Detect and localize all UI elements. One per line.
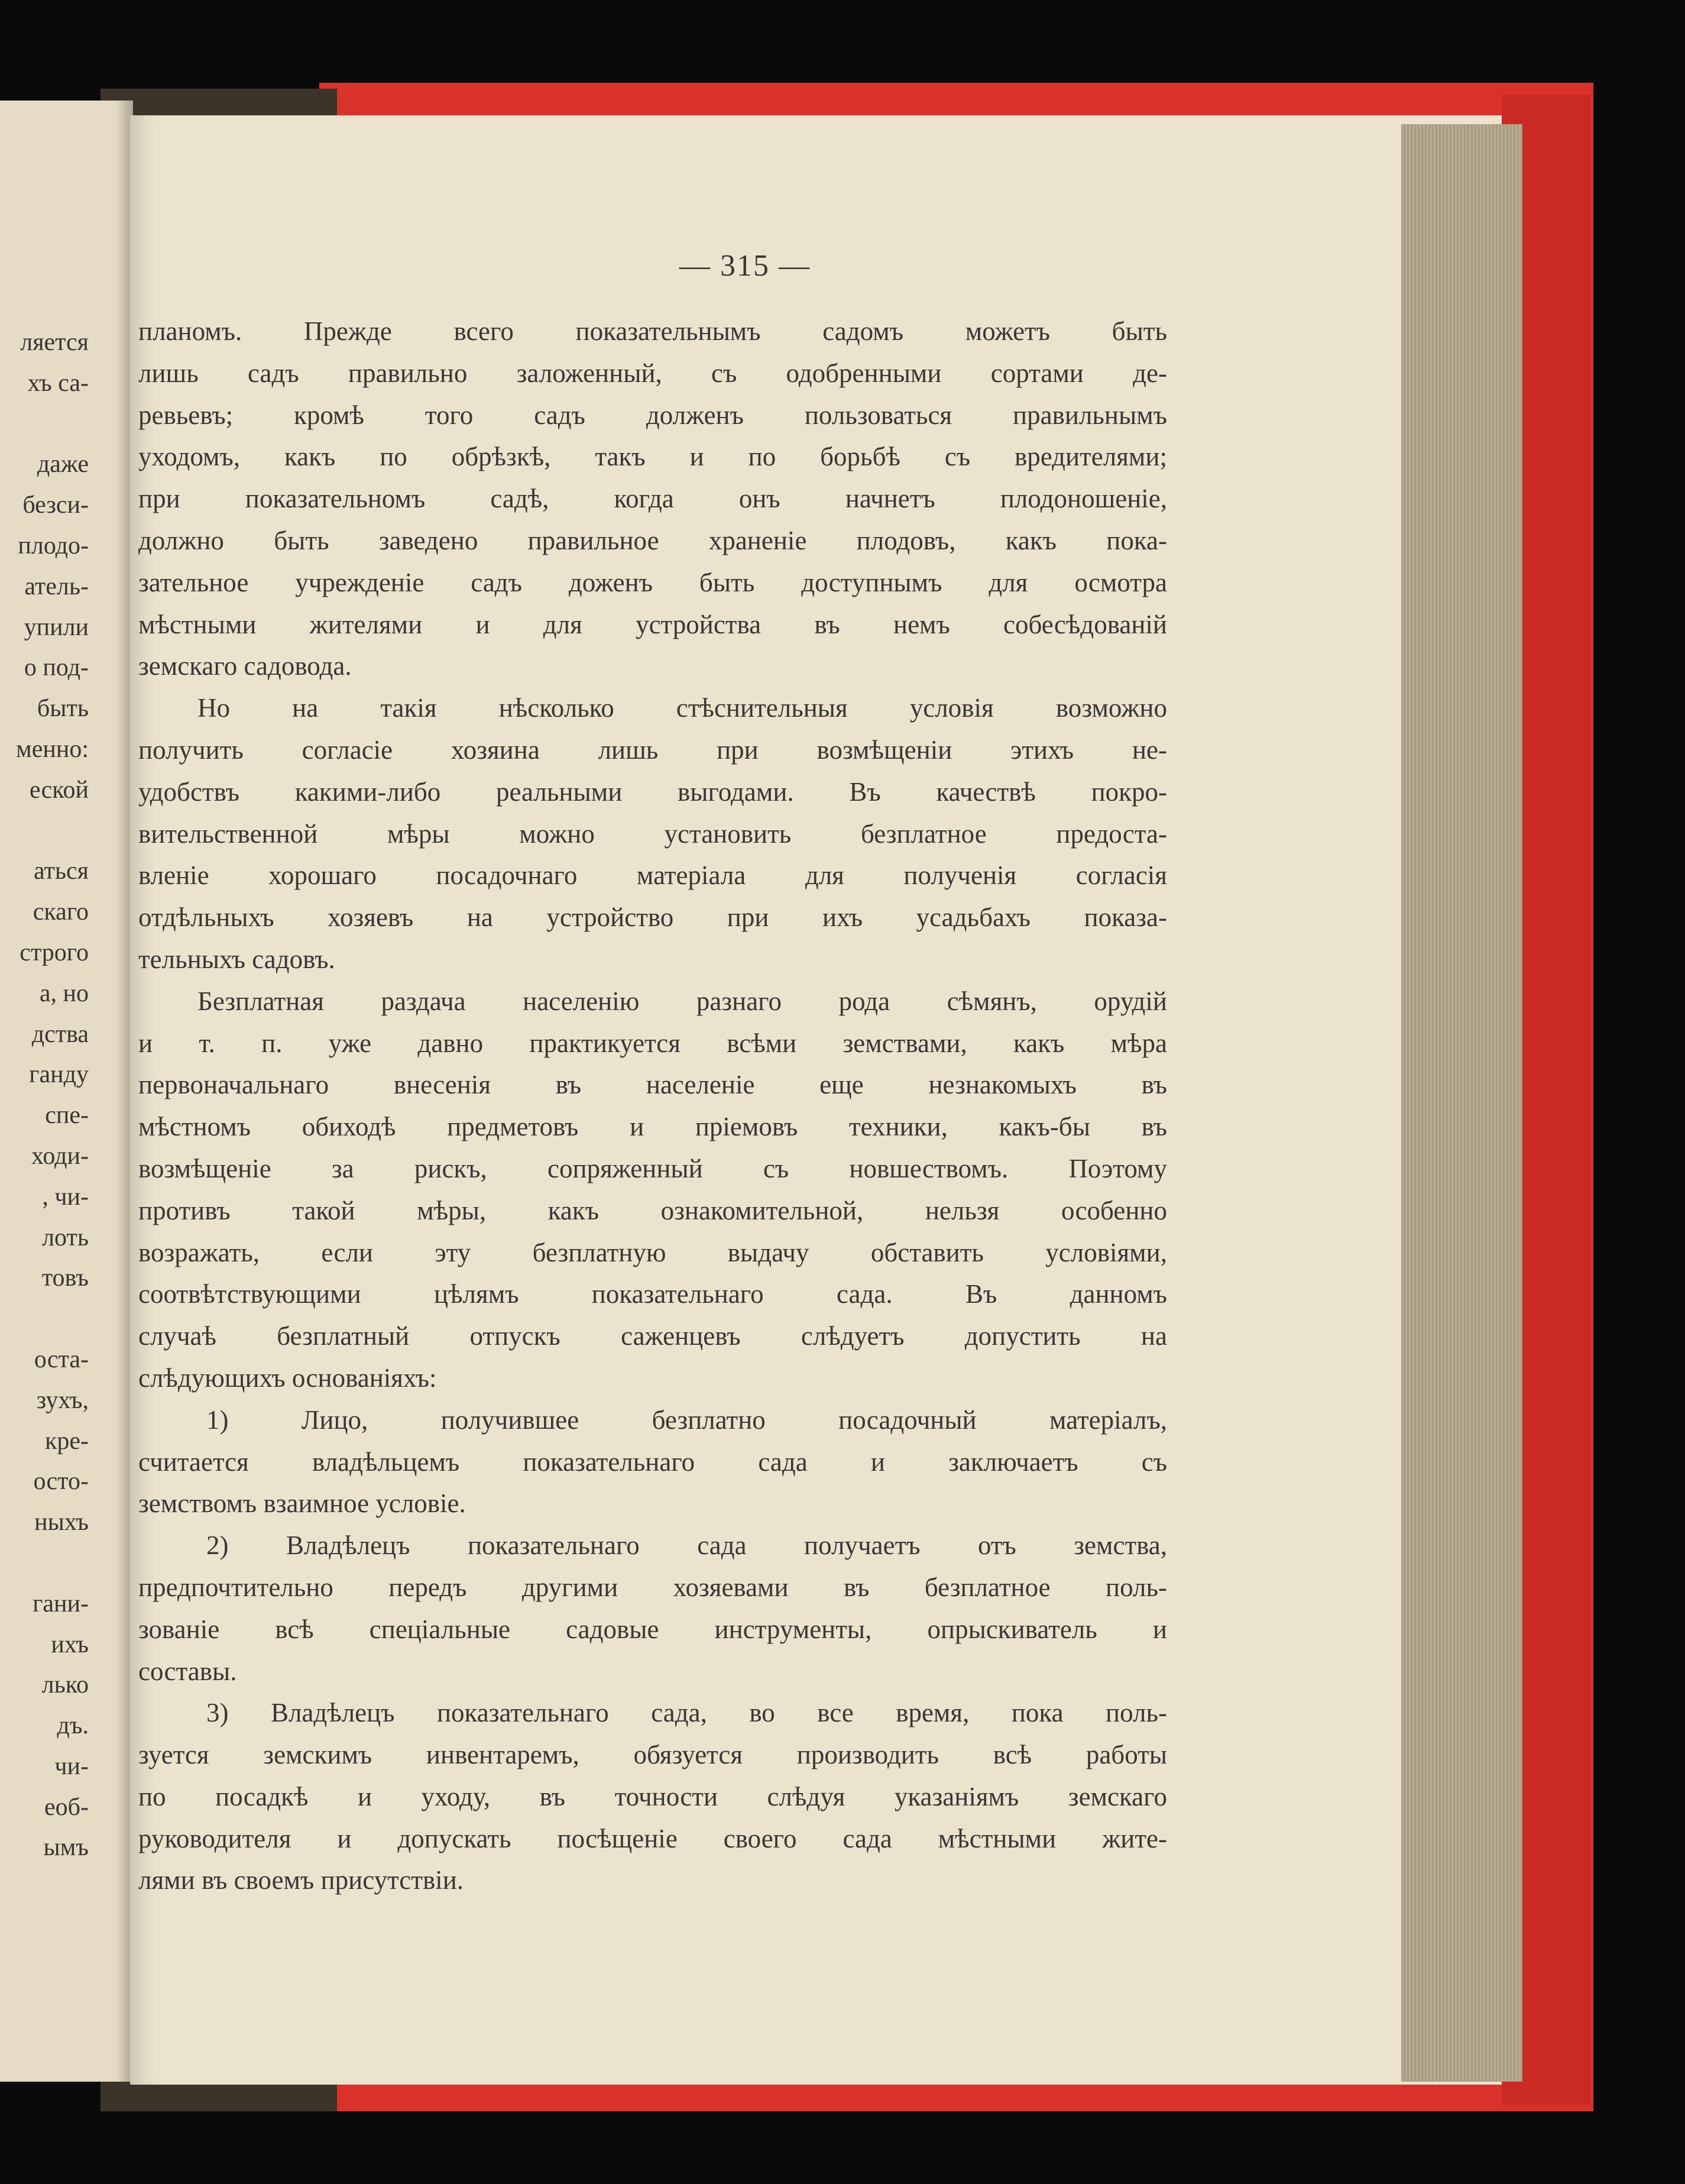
page-fore-edge [1398,124,1522,2082]
text-line: зуется земскимъ инвентаремъ, обязуется производить всѣ работы [138,1740,1167,1770]
text-line: при показательномъ садѣ, когда онъ начнетъ плодоношеніе, [138,484,1167,514]
text-line: уходомъ, какъ по обрѣзкѣ, такъ и по борьбѣ съ вредителями; [138,442,1167,472]
text-line: удобствъ какими-либо реальными выгодами. Въ качествѣ покро- [138,776,1167,807]
left-page-fragment: еской [29,776,89,804]
left-page-fragment: аться [33,858,89,885]
left-page-fragment [0,811,89,852]
left-page-fragment: скаго [33,898,89,926]
left-page-fragment: ныхъ [34,1509,89,1536]
left-page [0,101,133,2082]
text-line: противъ такой мѣры, какъ ознакомительной, нельзя особенно [138,1195,1167,1225]
text-line: возмѣщеніе за рискъ, сопряженный съ новшествомъ. Поэтому [138,1153,1167,1183]
text-line: мѣстными жителями и для устройства въ немъ собесѣдованій [138,609,1167,639]
left-page-fragment: атель- [24,572,89,600]
text-line: лишь садъ правильно заложенный, съ одобренными сортами де- [138,358,1167,388]
text-line: вленіе хорошаго посадочнаго матеріала для полученія согласія [138,860,1167,891]
left-page-fragment [0,404,89,445]
text-line: случаѣ безплатный отпускъ саженцевъ слѣдуетъ допустить на [138,1321,1167,1351]
left-page-fragment: спе- [45,1102,89,1130]
left-page-fragment: о под- [24,654,89,682]
left-page-fragment: дства [31,1020,89,1048]
left-page-fragment: менно: [16,735,89,763]
text-line: зательное учрежденіе садъ доженъ быть доступнымъ для осмотра [138,567,1167,597]
left-page-fragment: безси- [22,491,89,519]
left-page-fragment: строго [20,939,89,966]
text-line: Безплатная раздача населенію разнаго рода сѣмянъ, орудій [197,986,1167,1016]
text-line: тельныхъ садовъ. [138,944,335,974]
text-line: планомъ. Прежде всего показательнымъ садомъ можетъ быть [138,316,1167,346]
text-line: зованіе всѣ спеціальные садовые инструменты, опрыскиватель и [138,1614,1167,1644]
text-line: по посадкѣ и уходу, въ точности слѣдуя указаніямъ земскаго [138,1781,1167,1811]
left-page-fragment: даже [37,451,89,478]
text-line: Но на такія нѣсколько стѣснительныя условія возможно [197,693,1167,723]
left-page-fragment: кре- [44,1427,89,1455]
text-line: первоначальнаго внесенія въ населеніе еще незнакомыхъ въ [138,1070,1167,1100]
left-page-fragment [0,1543,89,1584]
text-line: мѣстномъ обиходѣ предметовъ и пріемовъ техники, какъ-бы въ [138,1112,1167,1142]
text-line: должно быть заведено правильное храненіе плодовъ, какъ пока- [138,525,1167,555]
left-page-fragment: , чи- [42,1183,89,1211]
text-line: вительственной мѣры можно установить безплатное предоста- [138,818,1167,849]
left-page-fragment: дъ. [57,1712,89,1740]
left-page-fragment: лько [41,1671,89,1699]
text-line: считается владѣльцемъ показательнаго сада и заключаетъ съ [138,1447,1167,1477]
left-page-fragment: плодо- [18,532,89,559]
text-line: земствомъ взаимное условіе. [138,1489,466,1519]
left-page-fragment: еоб- [44,1793,89,1821]
text-line: отдѣльныхъ хозяевъ на устройство при ихъ усадьбахъ показа- [138,902,1167,933]
text-line: и т. п. уже давно практикуется всѣми земствами, какъ мѣра [138,1028,1167,1058]
left-page-fragment: зухъ, [36,1386,89,1414]
text-line: получить согласіе хозяина лишь при возмѣщеніи этихъ не- [138,735,1167,765]
page-body-text [138,310,1167,1901]
left-page-fragment: а, но [39,979,89,1007]
left-page-fragment: ганду [29,1061,89,1089]
left-page-fragment: ихъ [51,1630,89,1658]
text-line: возражать, если эту безплатную выдачу обставить условіями, [138,1237,1167,1267]
left-page-text-fragments [0,322,89,1868]
text-line: составы. [138,1656,237,1686]
right-page [130,115,1401,2085]
text-line: 3) Владѣлецъ показательнаго сада, во все время, пока поль- [206,1698,1167,1728]
text-line: предпочтительно передъ другими хозяевами въ безплатное поль- [138,1572,1167,1602]
left-page-fragment: гани- [33,1590,89,1617]
text-line: 2) Владѣлецъ показательнаго сада получаетъ отъ земства, [206,1531,1167,1561]
text-line: слѣдующихъ основаніяхъ: [138,1363,437,1393]
left-page-fragment: хъ са- [27,369,89,397]
left-page-fragment: быть [37,695,89,723]
text-line: ревьевъ; кромѣ того садъ долженъ пользоваться правильнымъ [138,400,1167,430]
text-line: земскаго садовода. [138,651,352,681]
left-page-fragment: товъ [41,1264,89,1292]
text-line: лями въ своемъ присутствіи. [138,1865,464,1895]
text-line: руководителя и допускать посѣщеніе своего сада мѣстными жите- [138,1823,1167,1853]
left-page-fragment: лоть [42,1224,89,1251]
text-line: 1) Лицо, получившее безплатно посадочный матеріалъ, [206,1405,1167,1435]
left-page-fragment [0,1299,89,1339]
left-page-fragment: чи- [54,1752,89,1780]
left-page-fragment: ляется [20,329,89,356]
page-number: — 315 — [679,249,811,283]
left-page-fragment: осто- [33,1468,89,1496]
left-page-fragment: ымъ [43,1834,89,1862]
left-page-fragment: оста- [34,1345,89,1373]
text-line: соотвѣтствующими цѣлямъ показательнаго сада. Въ данномъ [138,1279,1167,1309]
left-page-fragment: упили [24,613,89,641]
left-page-fragment: ходи- [31,1142,89,1170]
